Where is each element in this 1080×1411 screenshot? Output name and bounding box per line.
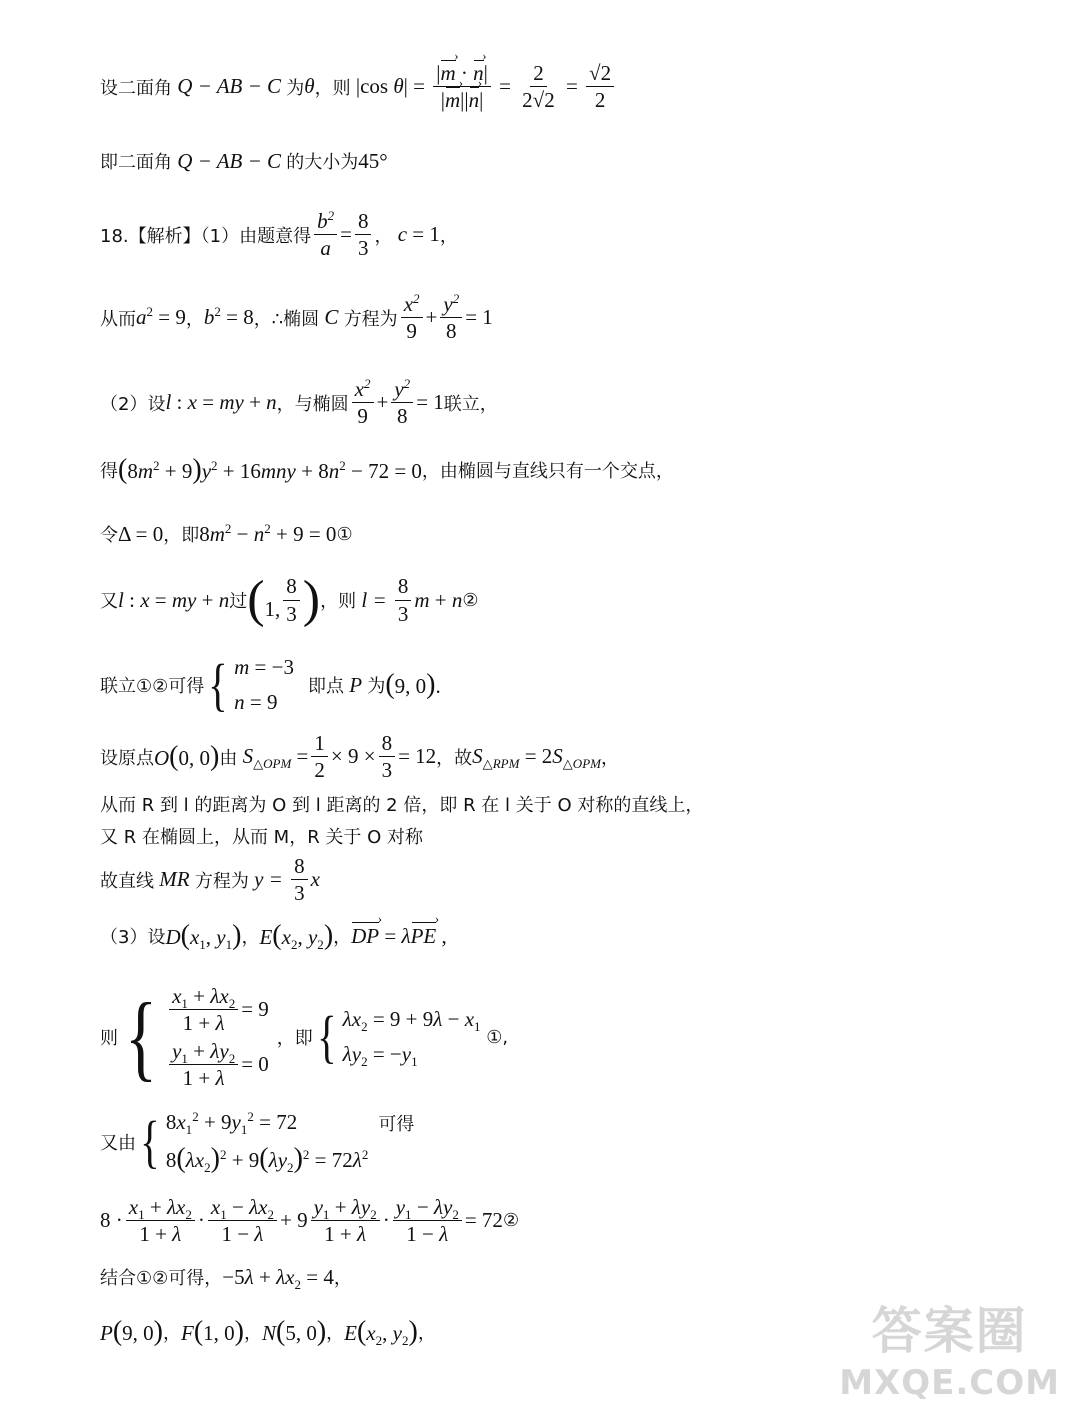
line-area: 设原点 O(0, 0) 由 $S_{\triangle OPM}$ = $\frac{1}{2}$ × 9 × $\frac{8}{3}$ = 12 ，故 $S_{\triangle RPM} = 2S_{\triangle OPM}$ ， <box>100 731 619 783</box>
line-through-point: 又 l : x = my + n 过 (1, $\frac{8}{3}$ ) ，则 l = $\frac{8}{3}$ m + n ② <box>100 571 479 628</box>
line-ellipse-equation: 从而 $a^2 = 9$ ， $b^2 = 8$ ，∴椭圆 C 方程为 $\frac{x^2}{9}$ + $\frac{y^2}{8}$ = 1 <box>100 291 493 344</box>
line-mr-equation: 故直线 MR 方程为 y = $\frac{8}{3}$ x <box>100 854 320 906</box>
line-points: P(9, 0) ， F(1, 0) ， N(5, 0) ， $E(x_2$, $y_2$) ， <box>100 1316 436 1349</box>
fraction-mn: $\frac{|m › \cdot n ›|}{|m ›||n ›|}$ <box>433 62 491 111</box>
line-product-equation: 8 · $\frac{x_1 + \lambda x_2}{1 + \lambda}$ · $\frac{x_1 - \lambda x_2}{1 - \lambda}$ + 9 $\frac{y_1 + \lambda y_2}{1 + \lambda}$ · $\frac{y_1 - \lambda y_2}{1 - \lambda}$ = 72 ② <box>100 1195 520 1247</box>
watermark-bottom-text: MXQE.COM <box>839 1363 1060 1403</box>
line-ellipse-system: 又由 { $8x_1^2 + 9y_1^2 = 72$ $8(\lambda x_2)^2 + 9(\lambda y_2)^2 = 72\lambda^2$ 可得 <box>100 1108 415 1176</box>
watermark-logo <box>839 1291 1060 1403</box>
line-discriminant: 令 Δ = 0 ，即 $8m^2 - n^2 + 9 = 0$ ① <box>100 520 353 546</box>
line-ratio-system: 则 { $\frac{x_1 + \lambda x_2}{1 + \lambda}$ = 9 $\frac{y_1 + \lambda y_2}{1 + \lambda}$ = 0 ，即 { $\lambda x_2 = 9 + 9\lambda - x_1$ $\lambda y_2 = -y_1$ ①, <box>100 983 509 1091</box>
line-part3-setup: （3）设 $D(x_1$, $y_1$) ， $E(x_2$, $y_2$) ， DP › = λPE › , <box>100 922 447 950</box>
line-quadratic: 得 $(8m^2 + 9)y^2 + 16mny + 8n^2 - 72 = 0$ ，由椭圆与直线只有一个交点， <box>100 454 674 485</box>
line-combine: 结合①②可得， $-5\lambda + \lambda x_2 = 4$ ， <box>100 1264 352 1292</box>
line-solve-mn: 联立①②可得 { m = −3 n = 9 即点 P 为 (9, 0). <box>100 652 441 717</box>
line-distance: 从而 R 到 l 的距离为 O 到 l 距离的 2 倍，即 R 在 l 关于 O 对称的直线上， <box>100 795 704 816</box>
line-symmetric: 又 R 在椭圆上，从而 M，R 关于 O 对称 <box>100 827 424 848</box>
watermark-top-text: 答案圈 <box>871 1302 1028 1360</box>
line-q18-part1: 18.【解析】（1）由题意得 $\frac{b^2}{a}$ = $\frac{8}{3}$ ， c = 1 ， <box>100 208 458 261</box>
line-part2-setup: （2）设 l : x = my + n ，与椭圆 $\frac{x^2}{9}$ + $\frac{y^2}{8}$ = 1 联立， <box>100 376 498 429</box>
line-dihedral-angle: 即二面角 Q − AB − C 的大小为 45° <box>100 148 388 173</box>
line-dihedral-cos: 设二面角 Q − AB − C 为 θ ，则 |cos θ| = $\frac{|m › \cdot n ›|}{|m ›||n ›|}$ = $\frac{2}{2√2}$ = $\frac{√2}{2}$ <box>100 62 617 111</box>
